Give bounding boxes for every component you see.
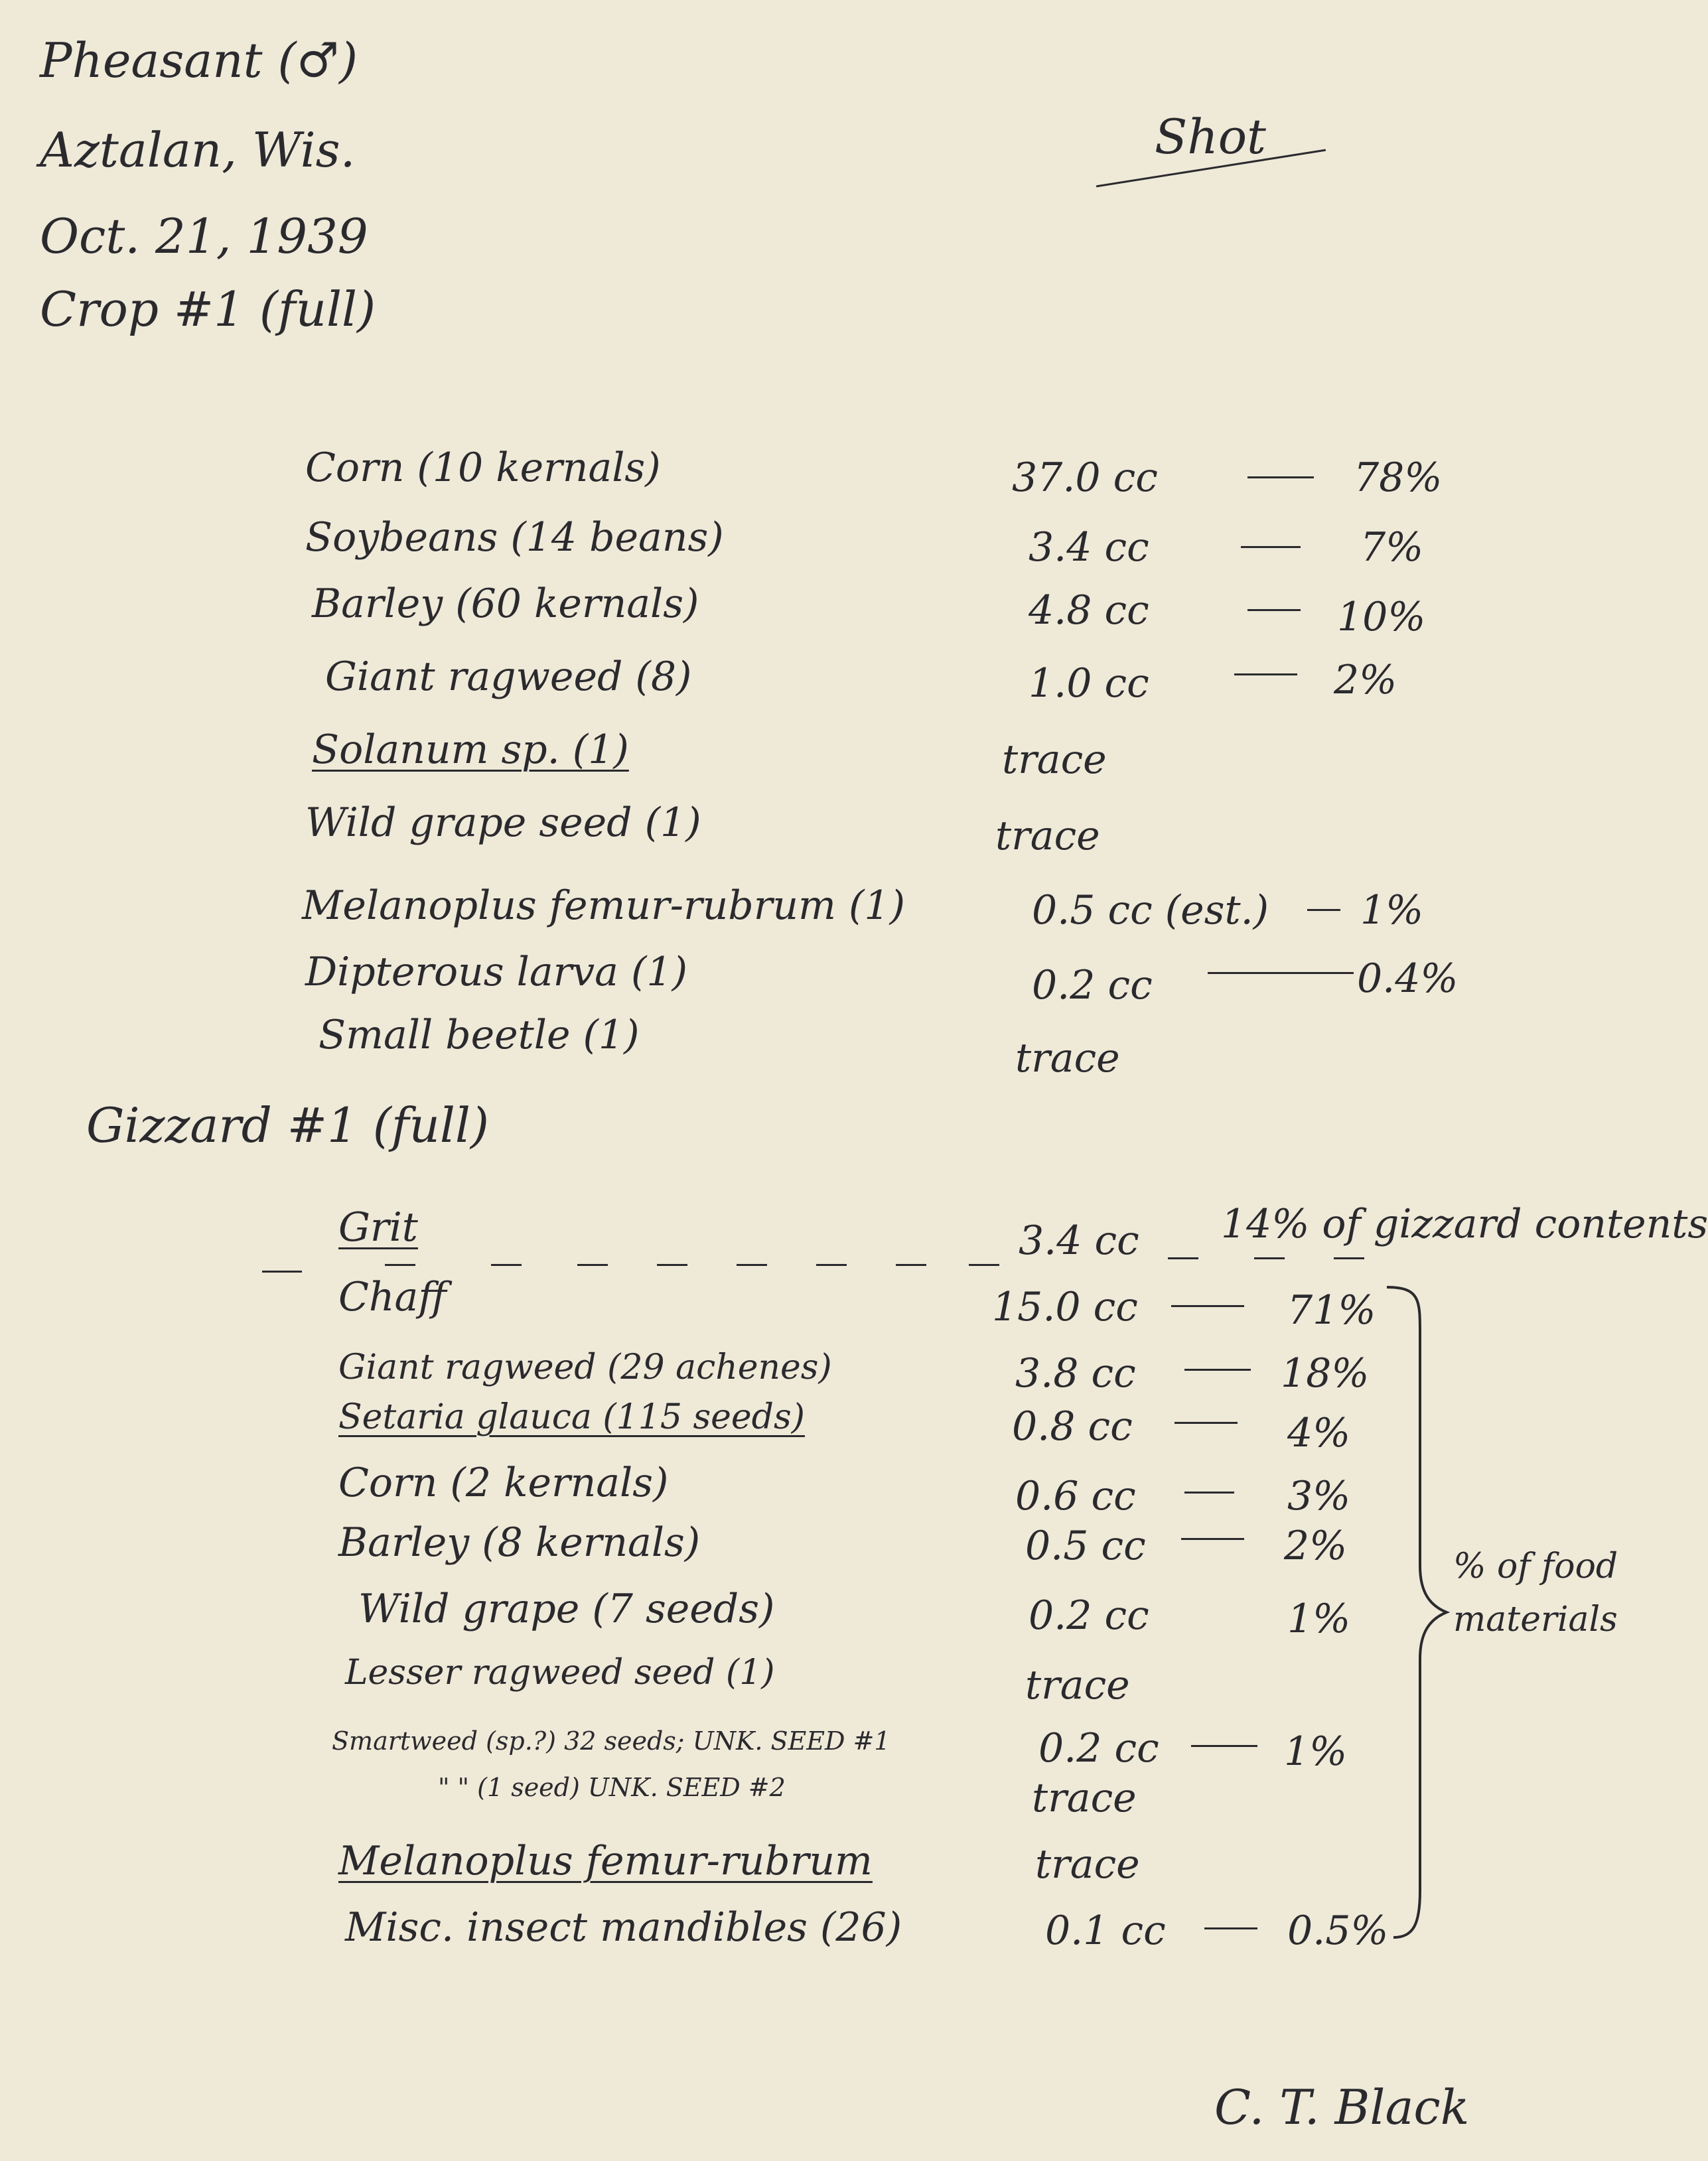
grit-label: Grit [338, 1204, 418, 1251]
leader-line [1241, 546, 1301, 548]
leader-line [1181, 1538, 1244, 1540]
gizzard-item-name: Giant ragweed (29 achenes) [338, 1348, 832, 1387]
gizzard-item-percent: 18% [1281, 1350, 1370, 1397]
leader-line [1204, 1927, 1257, 1929]
crop-item-volume: 37.0 cc [1012, 454, 1158, 501]
crop-item-name: Small beetle (1) [319, 1012, 640, 1058]
crop-item-name: Corn (10 kernals) [305, 445, 661, 491]
crop-item-percent: 0.4% [1357, 955, 1459, 1002]
crop-item-volume: trace [1002, 736, 1107, 783]
gizzard-item-name: Corn (2 kernals) [338, 1460, 669, 1506]
crop-item-percent: 78% [1354, 454, 1443, 501]
gizzard-item-volume: trace [1032, 1775, 1137, 1821]
leader-line [1208, 972, 1354, 974]
leader-line [1171, 1305, 1244, 1307]
crop-item-name: Melanoplus femur-rubrum (1) [302, 882, 905, 929]
gizzard-item-volume: 0.1 cc [1045, 1908, 1166, 1954]
gizzard-item-percent: 3% [1287, 1473, 1351, 1519]
collection-location: Aztalan, Wis. [40, 122, 356, 178]
crop-item-name: Soybeans (14 beans) [305, 514, 724, 561]
gizzard-item-name: Setaria glauca (115 seeds) [338, 1397, 805, 1437]
gizzard-item-percent: 71% [1287, 1287, 1376, 1334]
gizzard-item-percent: 0.5% [1287, 1908, 1389, 1954]
leader-line [1191, 1745, 1257, 1747]
bird-species: Pheasant (♂) [40, 33, 358, 88]
crop-item-volume: trace [995, 813, 1100, 859]
gizzard-item-name: Chaff [338, 1274, 447, 1320]
gizzard-item-percent: 2% [1284, 1523, 1348, 1569]
gizzard-item-name: Wild grape (7 seeds) [358, 1586, 775, 1632]
gizzard-item-volume: 0.6 cc [1015, 1473, 1136, 1519]
collection-method: Shot [1155, 109, 1266, 165]
gizzard-item-name: Misc. insect mandibles (26) [345, 1904, 902, 1951]
leader-line [1307, 909, 1340, 911]
crop-item-name: Barley (60 kernals) [312, 581, 699, 627]
gizzard-item-name: Lesser ragweed seed (1) [345, 1653, 775, 1693]
gizzard-item-percent: 1% [1284, 1728, 1348, 1775]
bracket-note-line1: % of food [1453, 1547, 1618, 1586]
gizzard-item-name: Melanoplus femur-rubrum [338, 1838, 873, 1884]
leader-line [1234, 673, 1297, 675]
gizzard-item-name: Smartweed (sp.?) 32 seeds; UNK. SEED #1 [332, 1726, 890, 1756]
bracket-brace [1380, 1281, 1453, 1944]
crop-item-volume: 1.0 cc [1029, 660, 1149, 707]
crop-item-percent: 10% [1337, 594, 1426, 640]
gizzard-item-volume: 0.2 cc [1038, 1725, 1159, 1772]
crop-item-percent: 1% [1360, 887, 1424, 934]
gizzard-title: Gizzard #1 (full) [86, 1097, 490, 1153]
collection-date: Oct. 21, 1939 [40, 208, 368, 264]
gizzard-item-volume: 15.0 cc [992, 1284, 1138, 1330]
leader-line [1247, 476, 1314, 478]
gizzard-item-volume: trace [1035, 1841, 1140, 1888]
crop-item-volume: 0.2 cc [1032, 962, 1153, 1009]
leader-line [1184, 1369, 1251, 1371]
leader-line [1184, 1492, 1234, 1494]
crop-item-name: Giant ragweed (8) [325, 654, 692, 700]
gizzard-item-volume: 0.5 cc [1025, 1523, 1146, 1569]
crop-item-volume: 0.5 cc (est.) [1032, 887, 1269, 934]
signature: C. T. Black [1214, 2079, 1470, 2135]
crop-item-volume: 4.8 cc [1029, 587, 1149, 634]
grit-note: 14% of gizzard contents [1221, 1201, 1708, 1247]
gizzard-item-percent: 4% [1287, 1410, 1351, 1456]
gizzard-item-volume: 3.8 cc [1015, 1350, 1136, 1397]
crop-item-volume: trace [1015, 1035, 1120, 1081]
gizzard-item-volume: 0.8 cc [1012, 1403, 1133, 1450]
crop-item-percent: 2% [1334, 657, 1397, 703]
gizzard-item-name: " " (1 seed) UNK. SEED #2 [438, 1773, 786, 1802]
gizzard-item-percent: 1% [1287, 1596, 1351, 1642]
gizzard-item-name: Barley (8 kernals) [338, 1519, 701, 1566]
crop-item-name: Solanum sp. (1) [312, 727, 629, 773]
grit-volume: 3.4 cc [1019, 1218, 1139, 1264]
gizzard-item-volume: 0.2 cc [1029, 1592, 1149, 1639]
crop-title: Crop #1 (full) [40, 281, 376, 337]
leader-line [1174, 1422, 1238, 1424]
bracket-note-line2: materials [1453, 1600, 1618, 1639]
leader-line [1247, 609, 1301, 611]
crop-item-name: Dipterous larva (1) [305, 949, 688, 995]
crop-item-volume: 3.4 cc [1029, 524, 1149, 571]
gizzard-item-volume: trace [1025, 1662, 1130, 1708]
crop-item-name: Wild grape seed (1) [305, 800, 701, 846]
crop-item-percent: 7% [1360, 524, 1424, 571]
